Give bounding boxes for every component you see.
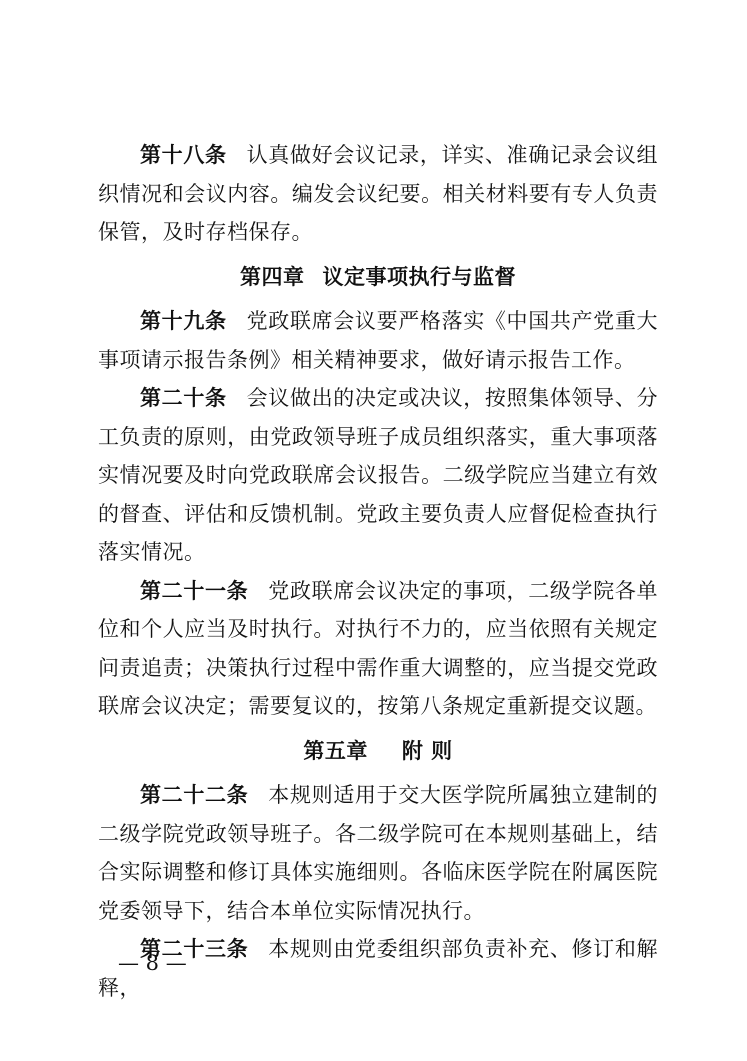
page-number: — 8 — xyxy=(118,951,187,975)
article-text: 本规则适用于交大医学院所属独立建制的二级学院党政领导班子。各二级学院可在本规则基础上，结合实际调整和修订具体实施细则。各临床医学院在附属医院党委领导下，结合本单位实际情况执行。 xyxy=(98,783,658,923)
article-label: 第二十条 xyxy=(140,386,227,410)
chapter-title: 议定事项执行与监督 xyxy=(322,264,516,289)
document-body xyxy=(98,136,658,1007)
article-21 xyxy=(98,572,658,726)
chapter-number: 第四章 xyxy=(240,264,305,289)
article-label: 第二十三条 xyxy=(140,937,249,961)
article-label: 第二十二条 xyxy=(140,783,249,807)
article-20 xyxy=(98,379,658,572)
chapter-5-heading xyxy=(98,732,658,771)
article-text: 会议做出的决定或决议，按照集体领导、分工负责的原则，由党政领导班子成员组织落实，重大事项落实情况要及时向党政联席会议报告。二级学院应当建立有效的督查、评估和反馈机制。党政主要负责人应督促检查执行落实情况。 xyxy=(98,386,659,564)
article-text: 党政联席会议要严格落实《中国共产党重大事项请示报告条例》相关精神要求，做好请示报告工作。 xyxy=(98,309,659,372)
chapter-4-heading xyxy=(98,258,658,297)
article-label: 第十八条 xyxy=(140,143,227,167)
article-text: 认真做好会议记录，详实、准确记录会议组织情况和会议内容。编发会议纪要。相关材料要有专人负责保管，及时存档保存。 xyxy=(98,143,659,244)
article-19 xyxy=(98,302,658,379)
article-22 xyxy=(98,776,658,930)
article-label: 第十九条 xyxy=(140,309,227,333)
article-text: 党政联席会议决定的事项，二级学院各单位和个人应当及时执行。对执行不力的，应当依照有关规定问责追责；决策执行过程中需作重大调整的，应当提交党政联席会议决定；需要复议的，按第八条规定重新提交议题。 xyxy=(98,578,658,718)
article-text: 本规则由党委组织部负责补充、修订和解释， xyxy=(98,937,658,1000)
article-label: 第二十一条 xyxy=(140,578,249,603)
article-18 xyxy=(98,136,658,252)
chapter-title: 附 则 xyxy=(401,738,453,763)
chapter-number: 第五章 xyxy=(303,738,368,763)
